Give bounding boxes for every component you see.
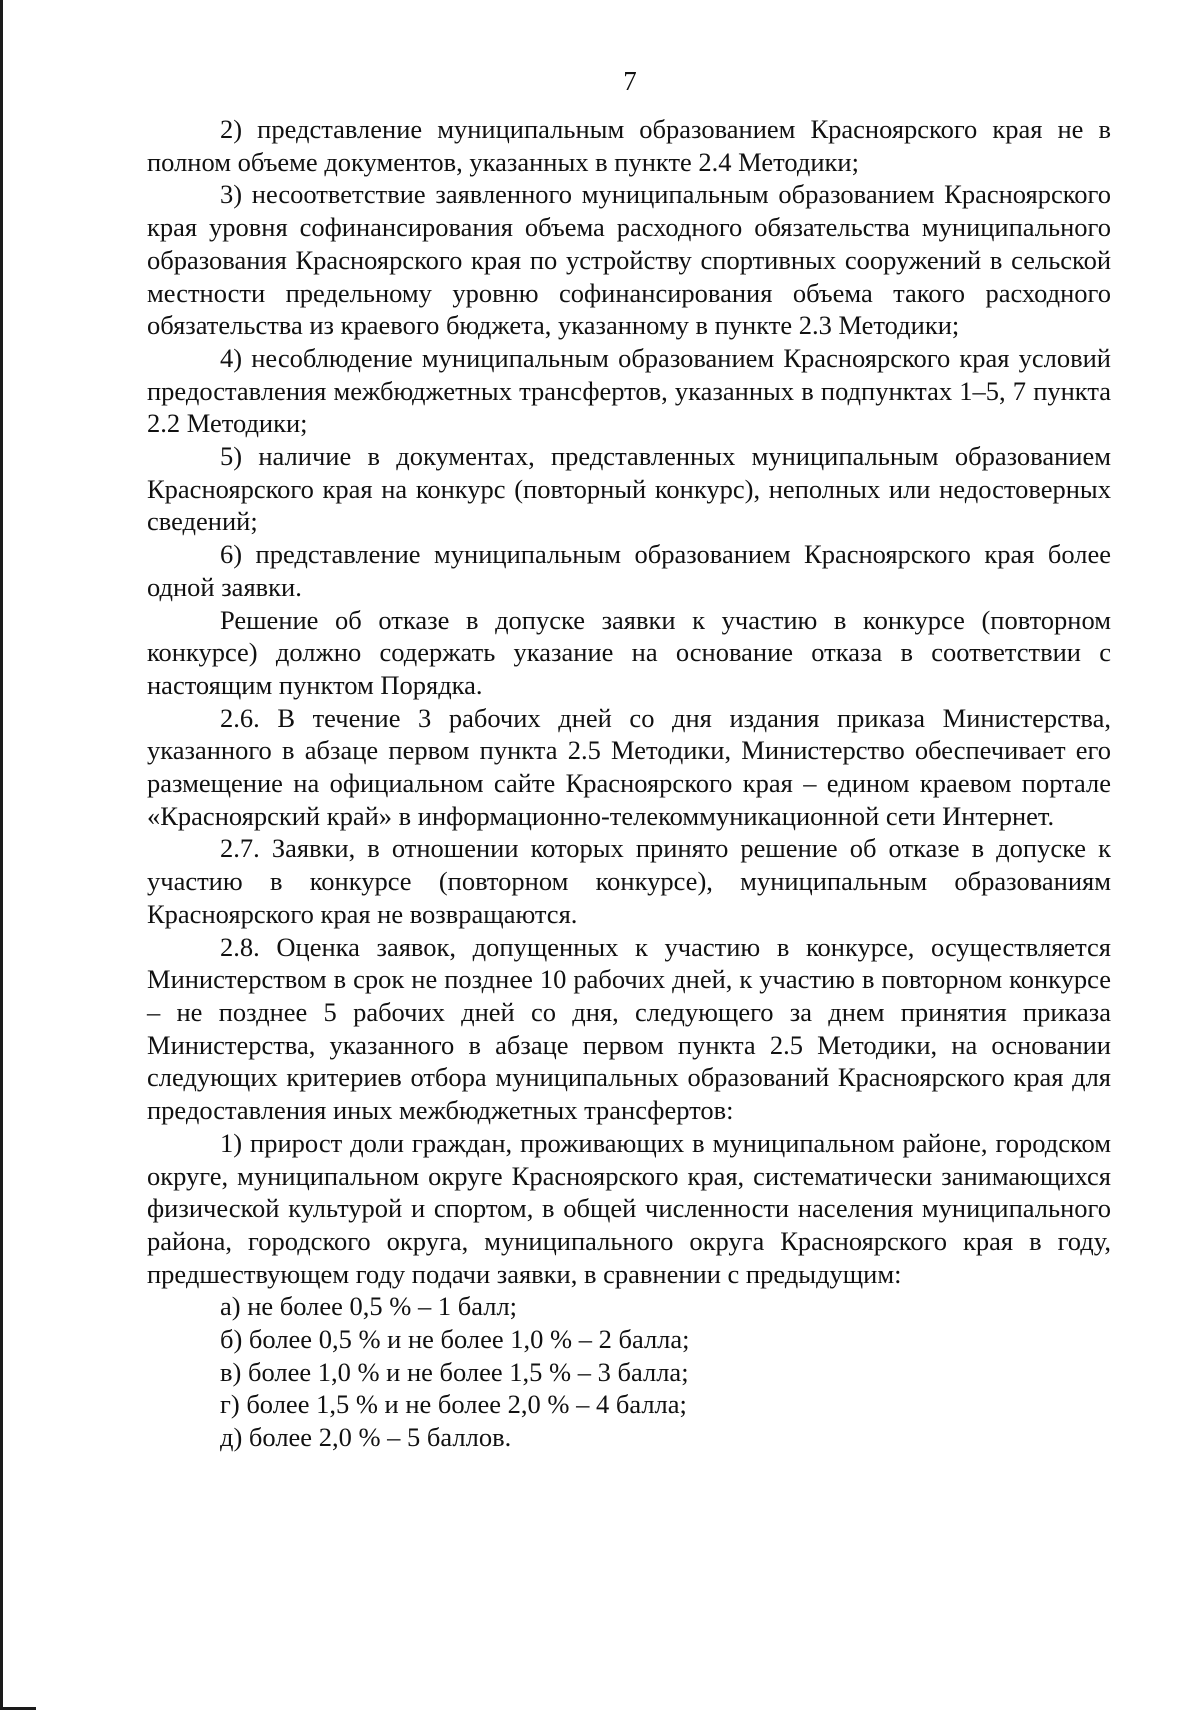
score-item-b: б) более 0,5 % и не более 1,0 % – 2 балла; — [220, 1324, 690, 1355]
paragraph-item-6: 6) представление муниципальным образованием Красноярского края более одной заявки. — [147, 539, 1111, 602]
paragraph-item-5: 5) наличие в документах, представленных муниципальным образованием Красноярского края на конкурс (повторный конкурс), неполных или недостоверных сведений; — [147, 441, 1111, 537]
scan-edge-left — [0, 0, 3, 1710]
score-item-g: г) более 1,5 % и не более 2,0 % – 4 балла; — [220, 1389, 687, 1420]
paragraph-2-7: 2.7. Заявки, в отношении которых принято решение об отказе в допуске к участию в конкурсе (повторном конкурсе), муниципальным образованиям Красноярского края не возвращаются. — [147, 833, 1111, 929]
score-item-d: д) более 2,0 % – 5 баллов. — [220, 1422, 512, 1453]
score-item-v: в) более 1,0 % и не более 1,5 % – 3 балла; — [220, 1356, 689, 1387]
paragraph-item-3: 3) несоответствие заявленного муниципальным образованием Красноярского края уровня софинансирования объема расходного обязательства муниципального образования Красноярского края по устройству спортивных сооружений в сельской местности предельному уровню софинансирования объема такого расходного обязательства из краевого бюджета, указанному в пункте 2.3 Методики; — [147, 179, 1111, 341]
page-number: 7 — [623, 66, 637, 96]
paragraph-refusal-decision: Решение об отказе в допуске заявки к участию в конкурсе (повторном конкурсе) должно содержать указание на основание отказа в соответствии с настоящим пунктом Порядка. — [147, 604, 1111, 700]
paragraph-item-4: 4) несоблюдение муниципальным образованием Красноярского края условий предоставления межбюджетных трансфертов, указанных в подпунктах 1–5, 7 пункта 2.2 Методики; — [147, 342, 1111, 439]
score-item-a: а) не более 0,5 % – 1 балл; — [220, 1291, 518, 1322]
paragraph-2-6: 2.6. В течение 3 рабочих дней со дня издания приказа Министерства, указанного в абзаце первом пункта 2.5 Методики, Министерство обеспечивает его размещение на официальном сайте Красноярского края – едином краевом портале «Красноярский край» в информационно-телекоммуникационной сети Интернет. — [147, 702, 1111, 831]
paragraph-2-8: 2.8. Оценка заявок, допущенных к участию в конкурсе, осуществляется Министерством в срок не позднее 10 рабочих дней, к участию в повторном конкурсе – не позднее 5 рабочих дней со дня, следующего за днем принятия приказа Министерства, указанного в абзаце первом пункта 2.5 Методики, на основании следующих критериев отбора муниципальных образований Красноярского края для предоставления иных межбюджетных трансфертов: — [147, 931, 1111, 1126]
document-body — [147, 113, 1111, 1454]
paragraph-criterion-1: 1) прирост доли граждан, проживающих в муниципальном районе, городском округе, муниципальном округе Красноярского края, систематически занимающихся физической культурой и спортом, в общей численности населения муниципального района, городского округа, муниципального округа Красноярского края в году, предшествующем году подачи заявки, в сравнении с предыдущим: — [147, 1127, 1111, 1289]
paragraph-item-2: 2) представление муниципальным образованием Красноярского края не в полном объеме документов, указанных в пункте 2.4 Методики; — [147, 114, 1111, 177]
